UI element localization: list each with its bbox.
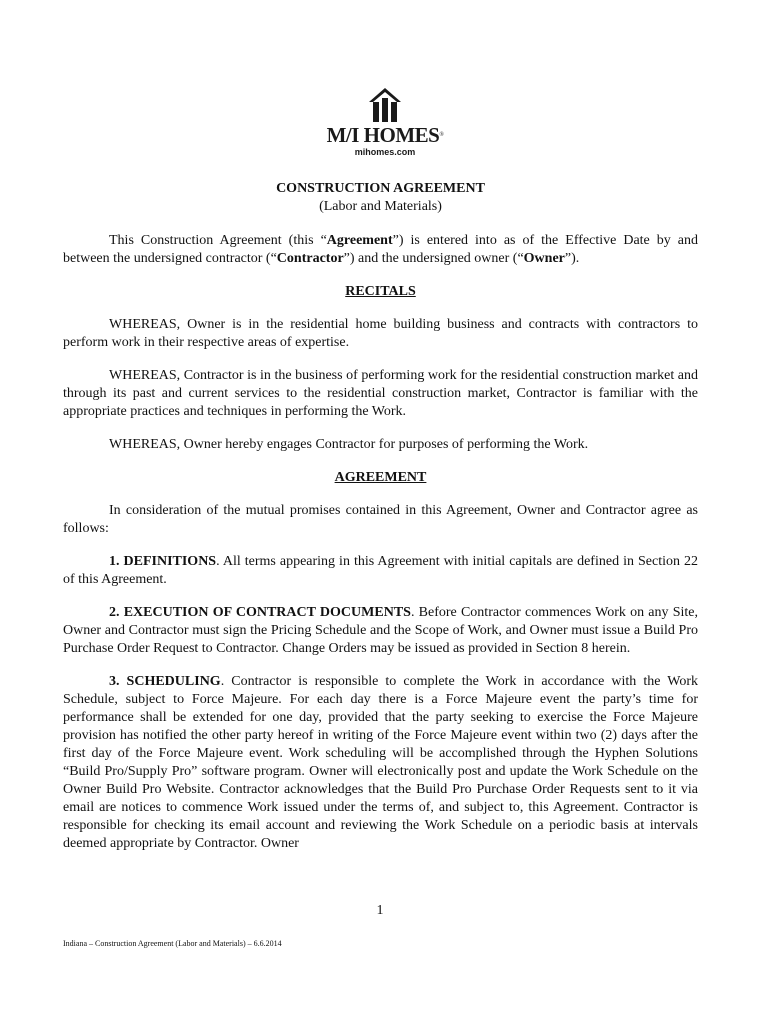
page-number: 1 xyxy=(376,903,384,918)
document-body xyxy=(63,180,698,853)
recitals-heading: RECITALS xyxy=(345,284,416,299)
company-logo xyxy=(0,88,770,158)
recital-paragraph: WHEREAS, Contractor is in the business of performing work for the residential construction market and through its past and current services to the residential construction market, Contractor is familiar with the appropriate practices and techniques in performing the Work. xyxy=(63,368,698,419)
logo-url: mihomes.com xyxy=(354,147,416,157)
agreement-intro: In consideration of the mutual promises contained in this Agreement, Owner and Contractor agree as follows: xyxy=(63,503,698,536)
agreement-heading: AGREEMENT xyxy=(334,470,427,485)
page-footer: Indiana – Construction Agreement (Labor and Materials) – 6.6.2014 xyxy=(63,939,282,948)
intro-paragraph: This Construction Agreement (this “Agreement”) is entered into as of the Effective Date by and between the undersigned contractor (“Contractor”) and the undersigned owner (“Owner”). xyxy=(63,233,698,266)
section-scheduling: 3. SCHEDULING. Contractor is responsible to complete the Work in accordance with the Work Schedule, subject to Force Majeure. For each day there is a Force Majeure event the party’s time for performance shall be extended for one day, provided that the party seeking to exercise the Force Majeure provision has notified the other party hereof in writing of the Force Majeure event within two (2) days after the first day of the Force Majeure event. Work scheduling will be accomplished through the Hyphen Solutions “Build Pro/Supply Pro” software program. Owner will electronically post and update the Work Schedule on the Owner Build Pro Website. Contractor acknowledges that the Build Pro Purchase Order Requests sent to it via email are notices to commence Work issued under the terms of, and subject to, this Agreement. Contractor is responsible for checking its email account and reviewing the Work Schedule on a periodic basis at intervals deemed appropriate by Contractor. Owner xyxy=(63,674,699,851)
recital-paragraph: WHEREAS, Owner is in the residential home building business and contracts with contractors to perform work in their respective areas of expertise. xyxy=(63,317,698,350)
logo-wordmark: M/I HOMES® xyxy=(326,123,444,147)
document-subtitle: (Labor and Materials) xyxy=(319,199,442,214)
section-execution: 2. EXECUTION OF CONTRACT DOCUMENTS. Before Contractor commences Work on any Site, Owner and Contractor must sign the Pricing Schedule and the Scope of Work, and Owner must issue a Build Pro Purchase Order Request to Contractor. Change Orders may be issued as provided in Section 8 herein. xyxy=(63,605,698,656)
section-definitions: 1. DEFINITIONS. All terms appearing in this Agreement with initial capitals are defined in Section 22 of this Agreement. xyxy=(63,554,698,587)
document-title: CONSTRUCTION AGREEMENT xyxy=(276,181,485,196)
house-logo-icon xyxy=(369,88,401,122)
recital-paragraph: WHEREAS, Owner hereby engages Contractor for purposes of performing the Work. xyxy=(109,437,589,452)
